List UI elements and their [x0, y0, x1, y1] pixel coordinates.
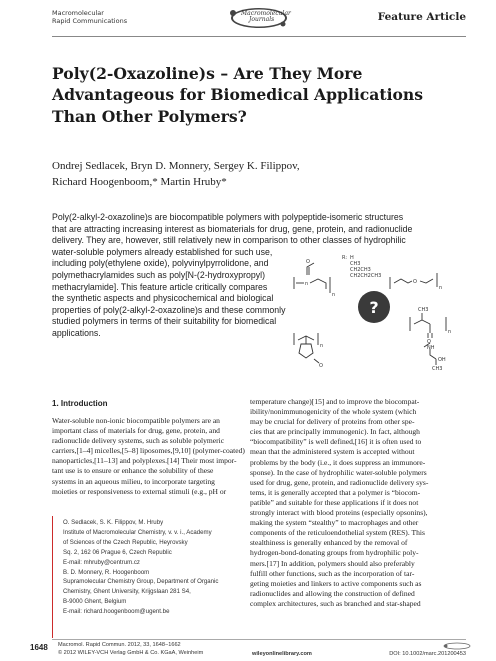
header-divider — [52, 36, 466, 37]
journal-name-line2: Rapid Communications — [52, 17, 128, 25]
abstract-line: properties of poly(2-alkyl-2-oxazoline)s and these commonly — [52, 304, 286, 315]
label-o: O — [319, 363, 323, 369]
journal-name — [52, 9, 127, 25]
label-n: n — [305, 281, 309, 287]
affiliation-line: B. D. Monnery, R. Hoogenboom — [63, 568, 150, 576]
footer-divider — [52, 639, 466, 640]
affiliation-email[interactable]: E-mail: mhruby@centrum.cz — [63, 558, 140, 566]
affiliation-line: O. Sedlacek, S. K. Filippov, M. Hruby — [63, 519, 164, 526]
polymer-structures-diagram — [286, 245, 466, 370]
section-heading: 1. Introduction — [52, 399, 108, 408]
abstract-line: applications. — [52, 327, 101, 338]
body-line: moieties or responsiveness to external stimuli (e.g., pH or — [52, 486, 227, 496]
footer-citation-block — [58, 642, 203, 657]
label-n: n — [448, 329, 452, 335]
question-mark: ? — [369, 298, 379, 317]
label-o: O — [306, 259, 310, 265]
body-line: patible” and suitable for these applications if it does not — [250, 497, 419, 507]
section-label: Feature Article — [377, 11, 466, 23]
label-o: O — [427, 339, 431, 345]
body-line: radionuclides and allowing the construction of defined — [250, 588, 415, 598]
body-line: making the system “stealthy” to macrophages and other — [250, 518, 419, 528]
page-number: 1648 — [30, 643, 48, 652]
abstract-line: the synthetic aspects and physicochemical and biological — [52, 293, 274, 304]
affiliation-line: Supramolecular Chemistry Group, Department of Organic — [63, 578, 219, 586]
footer-copyright: © 2012 WILEY-VCH Verlag GmbH & Co. KGaA, Weinheim — [58, 649, 204, 656]
logo-text-line1: Macromolecular — [241, 10, 291, 17]
substituent-option: CH3 — [350, 261, 361, 267]
label-o: O — [413, 279, 417, 285]
body-line: carriers,[1–4] micelles,[5–8] liposomes,[9,10] (polymer-coated) — [52, 446, 245, 456]
body-line: nanoparticles,[11–13] and polyplexes.[14] Their most impor- — [52, 456, 237, 466]
affiliation-line: B-9000 Ghent, Belgium — [63, 598, 127, 606]
title-line: Advantageous for Biomedical Applications — [52, 85, 424, 105]
publisher-logo-icon — [442, 642, 472, 650]
abstract-line: methacrylamide]. This feature article critically compares — [52, 281, 268, 292]
abstract-line: that are attracting increasing interest as biomaterials for drug, gene, protein, and radionuclide — [52, 223, 413, 234]
abstract-line: delivery. They are, however, still relatively new in comparison to other classes of hydrophilic — [52, 235, 406, 246]
label-ch3: CH3 — [432, 366, 443, 370]
body-line: hydrogen-bond-donating groups from hydrophilic poly- — [250, 548, 419, 558]
affiliations-box — [52, 516, 242, 638]
body-line: Water-soluble non-ionic biocompatible polymers are an — [52, 416, 220, 425]
label-r: R: — [342, 255, 348, 261]
body-line: temperature change)[15] and to improve the biocompat- — [250, 397, 420, 406]
author-list — [52, 158, 300, 190]
toc-graphic — [286, 245, 466, 370]
footer-website-link[interactable]: wileyonlinelibrary.com — [252, 651, 312, 657]
body-line: sponse). In the case of hydrophilic water-soluble polymers — [250, 467, 427, 477]
body-line: tems, it is generally accepted that a polymer is “biocom- — [250, 487, 421, 497]
body-line: systems in an aqueous milieu, to incorporate targeting — [52, 476, 215, 486]
author-line: Ondrej Sedlacek, Bryn D. Monnery, Sergey K. Filippov, — [52, 160, 300, 172]
abstract-line: polymethacrylamides such as poly[N-(2-hydroxypropyl) — [52, 269, 265, 280]
label-n: n — [332, 292, 336, 298]
page-header — [0, 0, 496, 40]
abstract-line: Poly(2-alkyl-2-oxazoline)s are biocompatible polymers with polypeptide-isomeric structures — [52, 212, 404, 222]
affiliation-line: Sq. 2, 162 06 Prague 6, Czech Republic — [63, 548, 172, 556]
body-line: fulfill other functions, such as the incorporation of tar- — [250, 568, 415, 578]
affiliation-line: Institute of Macromolecular Chemistry, v. v. i., Academy — [63, 528, 212, 536]
body-column-left — [52, 416, 245, 497]
body-line: problems by the body (i.e., it does suppress an immunore- — [250, 457, 426, 467]
abstract-line: studied polymers in terms of their suitability for biomedical — [52, 316, 277, 327]
footer-doi[interactable]: DOI: 10.1002/marc.201200453 — [389, 651, 466, 657]
journal-name-line1: Macromolecular — [52, 9, 104, 17]
label-nh: NH — [427, 345, 435, 351]
affiliation-email[interactable]: E-mail: richard.hoogenboom@ugent.be — [63, 608, 170, 616]
body-column-right — [250, 397, 428, 609]
abstract-line: including poly(ethylene oxide), polyvinylpyrrolidone, and — [52, 258, 269, 269]
substituent-option: CH2CH3 — [350, 267, 371, 273]
label-n: n — [439, 285, 443, 291]
body-line: components of the reticuloendothelial system (RES). This — [250, 528, 425, 538]
label-ch3: CH3 — [418, 307, 429, 313]
substituent-option: CH2CH2CH3 — [350, 273, 382, 279]
label-oh: OH — [438, 357, 446, 363]
author-line: Richard Hoogenboom,* Martin Hruby* — [52, 176, 227, 188]
body-line: mean that the administered system is accepted without — [250, 447, 415, 457]
macromolecular-journals-logo — [225, 6, 289, 32]
body-line: radionuclide delivery systems, such as soluble polymeric — [52, 436, 225, 446]
body-line: stealthiness is generally enhanced by the removal of — [250, 538, 408, 548]
logo-text-line2: Journals — [249, 16, 275, 23]
title-line: Poly(2-Oxazoline)s – Are They More — [52, 64, 363, 83]
title-line: Than Other Polymers? — [52, 106, 247, 126]
body-line: ibility/nonimmunogenicity of the whole system (which — [250, 407, 417, 417]
body-line: used for drug, gene, protein, and radionuclide delivery sys- — [250, 477, 429, 487]
body-line: may be crucial for delivery of proteins from other spe- — [250, 417, 415, 427]
body-line: important class of materials for drug, gene, protein, and — [52, 426, 220, 436]
footer-citation: Macromol. Rapid Commun. 2012, 33, 1648−1662 — [58, 642, 181, 648]
body-line: geting moieties and linkers to active components such as — [250, 578, 422, 588]
body-line: complex architectures, such as branched and star-shaped — [250, 598, 421, 608]
body-line: tant use is to ensure or enhance the solubility of these — [52, 466, 214, 476]
affiliation-line: of Sciences of the Czech Republic, Heyrovsky — [63, 538, 188, 546]
body-line: “biocompatibility” is well defined,[16] it is often used to — [250, 437, 422, 447]
body-line: strongly interact with blood proteins (especially opsonins), — [250, 508, 428, 518]
affiliation-line: Chemistry, Ghent University, Krijgslaan 281 S4, — [63, 588, 191, 596]
logo-text — [241, 11, 291, 23]
article-title — [52, 63, 472, 127]
abstract-line: water-soluble polymers already established for such use, — [52, 246, 273, 257]
substituent-option: H — [350, 255, 354, 261]
body-line: mers.[17] In addition, polymers should also preferably — [250, 558, 415, 568]
label-n: n — [320, 343, 324, 349]
body-line: cies that are principally immunogenic). In fact, although — [250, 427, 420, 437]
